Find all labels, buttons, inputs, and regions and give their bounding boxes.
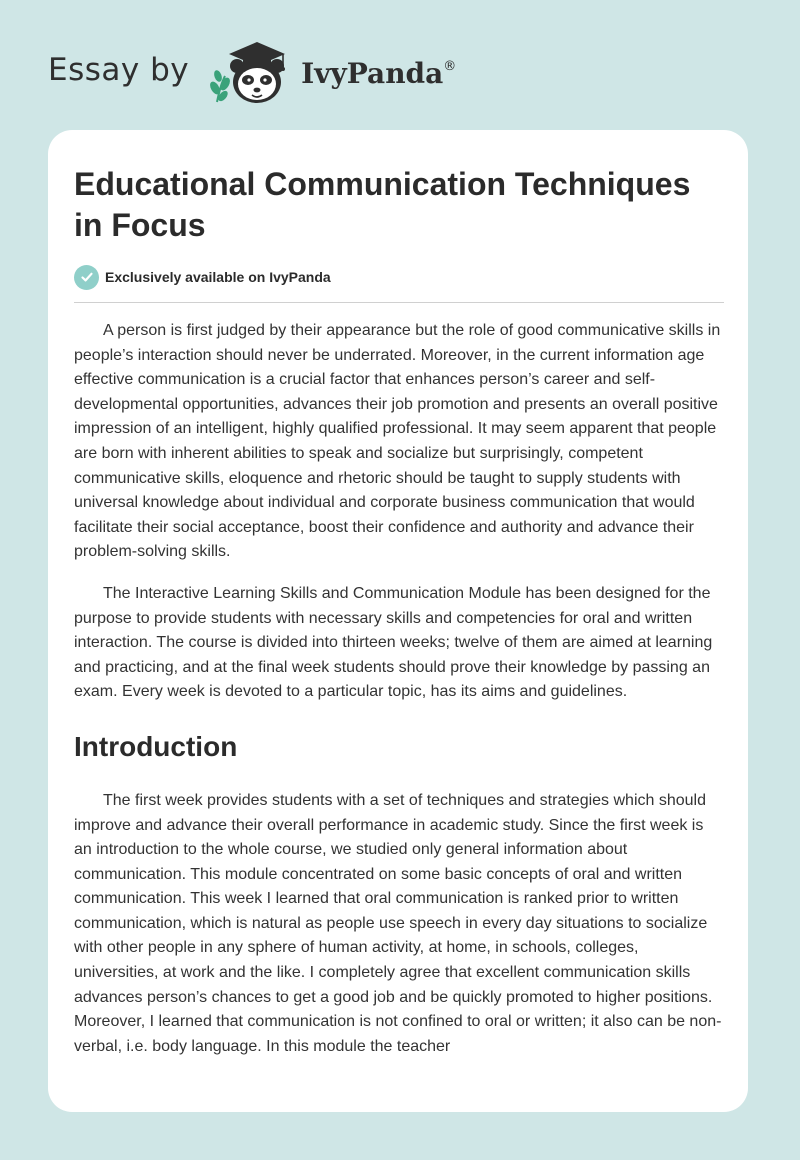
section-heading-introduction: Introduction [74, 730, 238, 762]
essay-paragraph-1: A person is first judged by their appearance but the role of good communicative skills in people’s interaction should never be underrated. Moreover, in the current information age effective communication is a crucial factor that enhances person’s career and self-developmental opportunities, advances their job promotion and presents an overall positive impression of an intelligent, highly qualified professional. It may seem apparent that people are born with inherent abilities to speak and socialize but surprisingly, competent communicative skills, eloquence and rhetoric should be taught to supply students with universal knowledge about individual and corporate business communication that would facilitate their social acceptance, boost their confidence and authority and advance their problem-solving skills. [74, 322, 721, 561]
ivypanda-brand[interactable] [301, 57, 456, 90]
exclusive-label: Exclusively available on IvyPanda [105, 269, 331, 285]
essay-paragraph-2: The Interactive Learning Skills and Communication Module has been designed for the purpose to provide students with necessary skills and competencies for oral and written interaction. The course is divided into thirteen weeks; twelve of them are aimed at learning and practicing, and at the final week students should prove their knowledge by passing an exam. Every week is devoted to a particular topic, has its aims and guidelines. [74, 584, 713, 701]
exclusive-badge [74, 264, 724, 290]
site-header [48, 36, 456, 108]
essay-card [48, 130, 748, 1112]
registered-mark: ® [443, 58, 457, 74]
essay-title: Educational Communication Techniques in Focus [74, 166, 691, 243]
brand-name: IvyPanda [301, 56, 444, 90]
essay-by-label: Essay by [48, 52, 190, 88]
check-icon [74, 265, 99, 290]
essay-content [74, 164, 724, 1059]
introduction-paragraph: The first week provides students with a set of techniques and strategies which should improve and advance their overall performance in academic study. Since the first week is an introduction to the whole course, we studied only general information about communication. This module concentrated on some basic concepts of oral and written communication. This week I learned that oral communication is ranked prior to written communication, which is natural as people use speech in every day situations to socialize with other people in any sphere of human activity, at home, in schools, colleges, universities, at work and the like. I completely agree that excellent communication skills advances person’s chances to get a good job and be quickly promoted to higher positions. Moreover, I learned that communication is not confined to oral or written; it also can be non-verbal, i.e. body language. In this module the teacher [74, 791, 722, 1055]
ivypanda-logo-icon[interactable] [203, 36, 295, 108]
title-divider [74, 302, 724, 303]
